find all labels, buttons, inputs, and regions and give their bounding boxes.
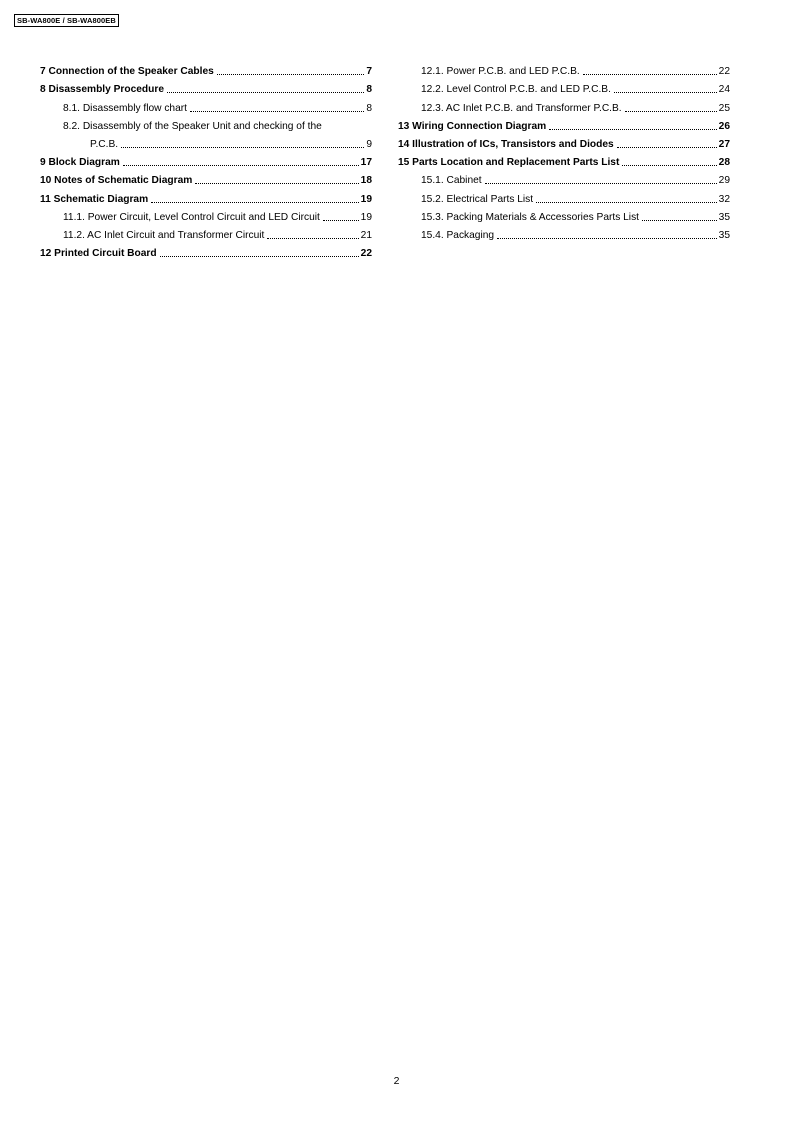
toc-entry-page: 8 <box>366 102 372 114</box>
toc-entry[interactable] <box>40 96 372 114</box>
leader-dots <box>642 220 717 221</box>
toc-entry-page: 24 <box>718 84 730 96</box>
toc-entry[interactable] <box>40 115 372 133</box>
toc-entry-continuation[interactable] <box>40 133 372 151</box>
toc-entry-page: 29 <box>718 175 730 187</box>
toc-entry[interactable] <box>40 224 372 242</box>
toc-entry-page: 35 <box>718 229 730 241</box>
toc-left-column <box>40 60 372 260</box>
toc-entry-page: 28 <box>718 157 730 169</box>
leader-dots <box>267 238 358 239</box>
toc-entry-title: 11 Schematic Diagram <box>40 193 149 205</box>
leader-dots <box>622 165 716 166</box>
toc-right-column <box>398 60 730 242</box>
toc-entry-title: 10 Notes of Schematic Diagram <box>40 175 193 187</box>
leader-dots <box>195 183 358 184</box>
leader-dots <box>536 202 717 203</box>
toc-entry-title: 15 Parts Location and Replacement Parts List <box>398 157 620 169</box>
toc-entry-title: 12.1. Power P.C.B. and LED P.C.B. <box>421 66 580 78</box>
toc-entry[interactable] <box>40 78 372 96</box>
toc-entry-page: 22 <box>718 66 730 78</box>
toc-entry-title: 14 Illustration of ICs, Transistors and Diodes <box>398 138 614 150</box>
toc-entry[interactable] <box>40 169 372 187</box>
model-tag: SB-WA800E / SB-WA800EB <box>14 14 119 27</box>
leader-dots <box>167 92 364 93</box>
leader-dots <box>485 183 717 184</box>
toc-entry[interactable] <box>398 206 730 224</box>
toc-entry-page: 35 <box>718 211 730 223</box>
toc-entry-page: 22 <box>360 248 372 260</box>
leader-dots <box>617 147 717 148</box>
leader-dots <box>614 92 717 93</box>
toc-entry[interactable] <box>40 242 372 260</box>
toc-entry-page: 27 <box>718 138 730 150</box>
page-number: 2 <box>393 1075 400 1087</box>
toc-entry-page: 7 <box>366 66 372 78</box>
toc-entry-title: 7 Connection of the Speaker Cables <box>40 66 214 78</box>
toc-entry-page: 21 <box>360 229 372 241</box>
toc-entry-title: 13 Wiring Connection Diagram <box>398 120 547 132</box>
toc-entry-title: 12.2. Level Control P.C.B. and LED P.C.B. <box>421 84 611 96</box>
toc-entry[interactable] <box>398 115 730 133</box>
toc-entry-page: 25 <box>718 102 730 114</box>
leader-dots <box>217 74 365 75</box>
toc-entry-page: 9 <box>366 138 372 150</box>
toc-entry-title: 12 Printed Circuit Board <box>40 248 157 260</box>
leader-dots <box>121 147 364 148</box>
toc-entry-page: 17 <box>360 157 372 169</box>
toc-entry[interactable] <box>398 169 730 187</box>
leader-dots <box>190 111 364 112</box>
leader-dots <box>123 165 359 166</box>
toc-entry[interactable] <box>40 206 372 224</box>
toc-entry-page: 32 <box>718 193 730 205</box>
leader-dots <box>549 129 716 130</box>
leader-dots <box>497 238 717 239</box>
toc-entry-title: 11.2. AC Inlet Circuit and Transformer Circuit <box>63 229 265 241</box>
toc-entry[interactable] <box>398 151 730 169</box>
toc-entry[interactable] <box>40 151 372 169</box>
toc-entry-title: 8 Disassembly Procedure <box>40 84 165 96</box>
toc-entry[interactable] <box>398 224 730 242</box>
leader-dots <box>323 220 359 221</box>
toc-entry-page: 8 <box>366 84 372 96</box>
toc-entry-page: 18 <box>360 175 372 187</box>
toc-entry-title: 15.2. Electrical Parts List <box>421 193 534 205</box>
toc-entry[interactable] <box>40 187 372 205</box>
leader-dots <box>583 74 717 75</box>
toc-entry[interactable] <box>398 133 730 151</box>
toc-entry-title: P.C.B. <box>90 138 119 150</box>
toc-entry[interactable] <box>398 60 730 78</box>
toc-entry[interactable] <box>398 96 730 114</box>
toc-entry[interactable] <box>398 78 730 96</box>
toc-entry[interactable] <box>40 60 372 78</box>
leader-dots <box>625 111 717 112</box>
leader-dots <box>160 256 359 257</box>
toc-entry-title: 8.2. Disassembly of the Speaker Unit and checking of the <box>63 120 322 132</box>
toc-entry-title: 8.1. Disassembly flow chart <box>63 102 187 114</box>
toc-entry[interactable] <box>398 187 730 205</box>
toc-entry-title: 11.1. Power Circuit, Level Control Circuit and LED Circuit <box>63 211 320 223</box>
toc-entry-page: 19 <box>360 211 372 223</box>
toc-entry-title: 15.4. Packaging <box>421 229 495 241</box>
toc-entry-page: 26 <box>718 120 730 132</box>
leader-dots <box>151 202 358 203</box>
toc-entry-page: 19 <box>360 193 372 205</box>
toc-entry-title: 15.3. Packing Materials & Accessories Parts List <box>421 211 639 223</box>
toc-entry-title: 12.3. AC Inlet P.C.B. and Transformer P.C.B. <box>421 102 622 114</box>
toc-entry-title: 9 Block Diagram <box>40 157 120 169</box>
toc-entry-title: 15.1. Cabinet <box>421 175 482 187</box>
